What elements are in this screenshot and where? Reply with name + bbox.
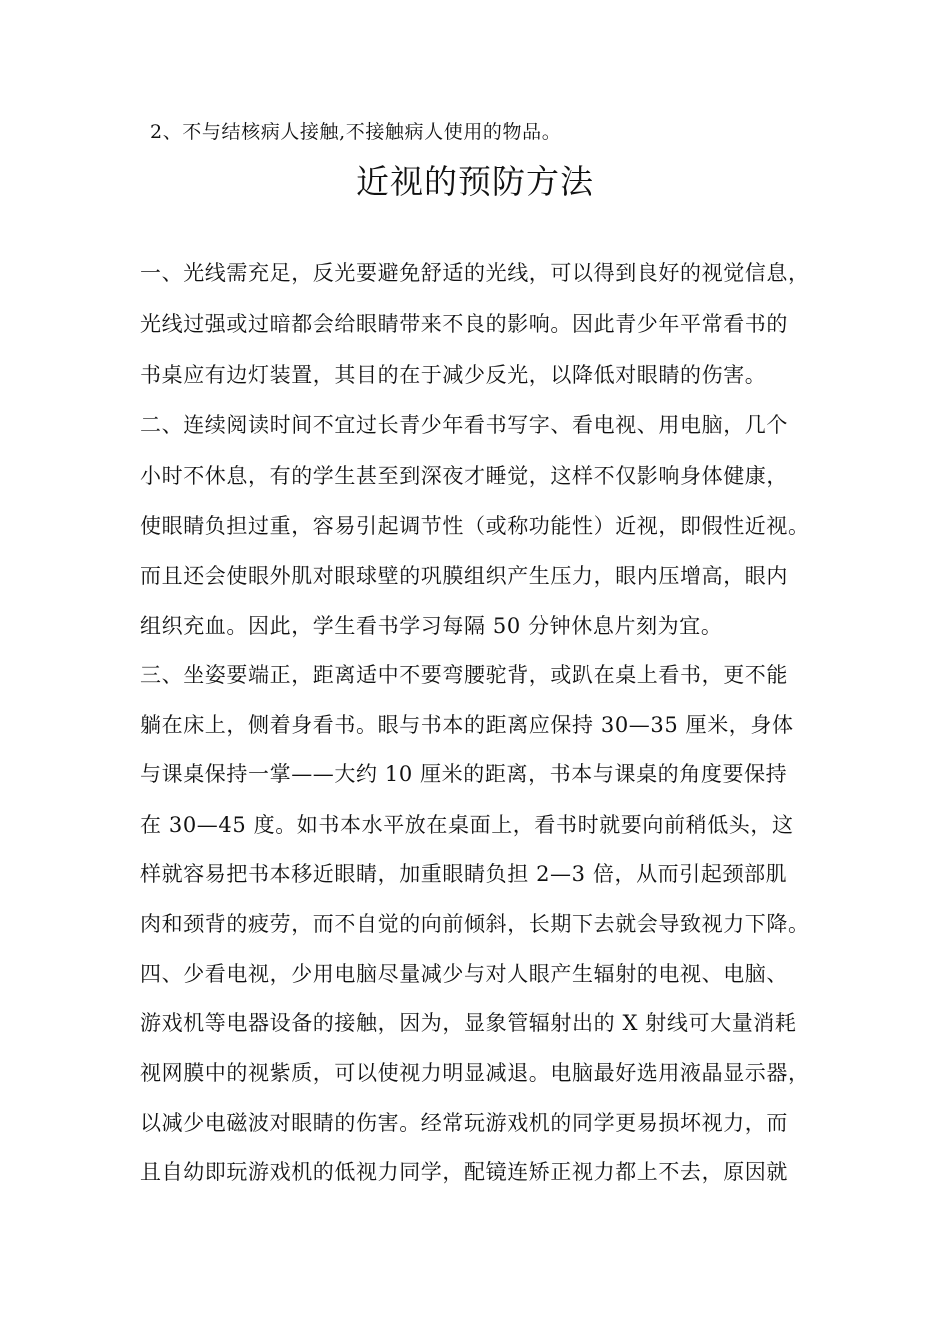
paragraph-line: 以减少电磁波对眼睛的伤害。经常玩游戏机的同学更易损坏视力，而 [140,1111,788,1135]
paragraph-line: 在 30—45 度。如书本水平放在桌面上，看书时就要向前稍低头，这 [140,813,794,837]
paragraph-line: 游戏机等电器设备的接触，因为，显象管辐射出的 X 射线可大量消耗 [140,1011,797,1035]
document-title: 近视的预防方法 [356,162,594,201]
paragraph-line: 三、坐姿要端正，距离适中不要弯腰驼背，或趴在桌上看书，更不能 [140,663,788,687]
paragraph-line: 组织充血。因此，学生看书学习每隔 50 分钟休息片刻为宜。 [140,614,723,638]
paragraph-line: 二、连续阅读时间不宜过长青少年看书写字、看电视、用电脑，几个 [140,413,788,437]
paragraph-line: 躺在床上，侧着身看书。眼与书本的距离应保持 30—35 厘米，身体 [140,713,794,737]
paragraph-line: 样就容易把书本移近眼睛，加重眼睛负担 2—3 倍，从而引起颈部肌 [140,862,788,886]
paragraph-line: 而且还会使眼外肌对眼球壁的巩膜组织产生压力，眼内压增高，眼内 [140,564,788,588]
paragraph-line: 使眼睛负担过重，容易引起调节性（或称功能性）近视，即假性近视。 [140,514,810,538]
previous-item-text: 2、不与结核病人接触,不接触病人使用的物品。 [150,121,562,143]
paragraph-line: 与课桌保持一掌——大约 10 厘米的距离，书本与课桌的角度要保持 [140,762,788,786]
paragraph-line: 小时不休息，有的学生甚至到深夜才睡觉，这样不仅影响身体健康， [140,464,788,488]
paragraph-line: 肉和颈背的疲劳，而不自觉的向前倾斜，长期下去就会导致视力下降。 [140,912,810,936]
paragraph-line: 视网膜中的视紫质，可以使视力明显减退。电脑最好选用液晶显示器， [140,1061,810,1085]
paragraph-line: 一、光线需充足，反光要避免舒适的光线，可以得到良好的视觉信息， [140,261,810,285]
paragraph-line: 书桌应有边灯装置，其目的在于减少反光，以降低对眼睛的伤害。 [140,363,767,387]
paragraph-line: 光线过强或过暗都会给眼睛带来不良的影响。因此青少年平常看书的 [140,312,788,336]
paragraph-line: 四、少看电视，少用电脑尽量减少与对人眼产生辐射的电视、电脑、 [140,962,788,986]
paragraph-line: 且自幼即玩游戏机的低视力同学，配镜连矫正视力都上不去，原因就 [140,1160,788,1184]
